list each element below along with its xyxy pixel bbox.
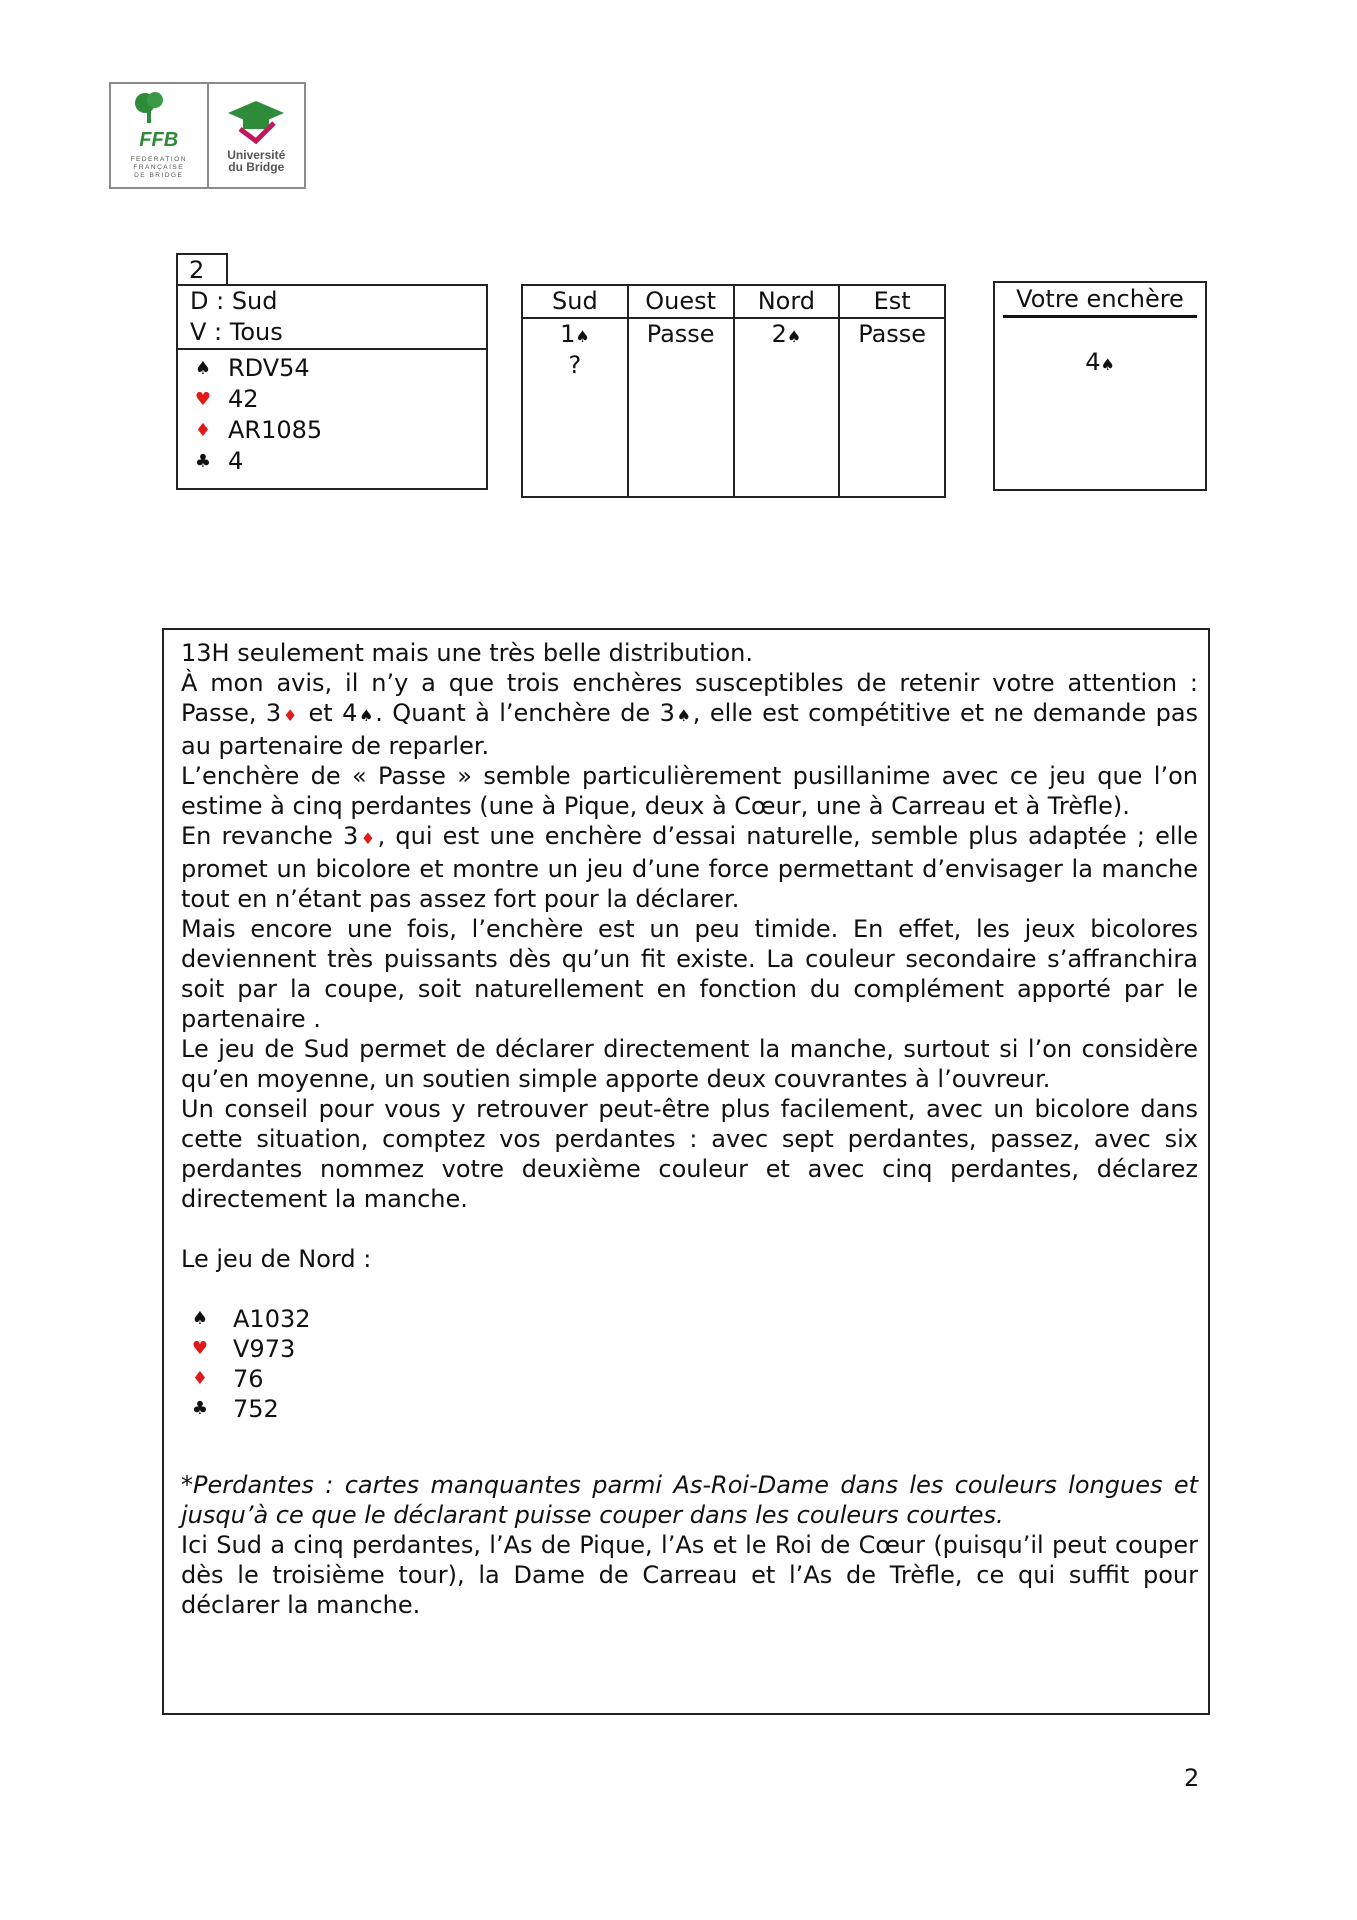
text: , qui est une enchère d’essai naturelle, semble plus adaptée ; elle promet un bicolore et montre un jeu d’une force permettant d’envisager la manche tout en n’étant pas assez fort pour la déclarer. bbox=[181, 822, 1198, 913]
deal-conditions bbox=[178, 286, 486, 350]
explanation-box bbox=[162, 628, 1210, 1715]
text: . Quant à l’enchère de 3 bbox=[375, 699, 675, 727]
text: À mon avis, il n’y a que trois enchères susceptibles de retenir votre attention : Passe, 3 bbox=[181, 669, 1198, 727]
deal-box bbox=[176, 284, 488, 490]
north-hand-row bbox=[181, 1364, 1198, 1394]
north-hand-row bbox=[181, 1334, 1198, 1364]
south-hand bbox=[178, 350, 486, 477]
bid-level: 4 bbox=[1085, 348, 1101, 376]
universite-text: Université du Bridge bbox=[227, 147, 286, 174]
paragraph: L’enchère de « Passe » semble particulièrement pusillanime avec ce jeu que l’on estime à cinq perdantes (une à Pique, deux à Cœur, une à Carreau et à Trèfle). bbox=[181, 762, 1198, 820]
vulnerability: V : Tous bbox=[190, 318, 283, 346]
logo bbox=[109, 82, 306, 189]
text: En revanche 3 bbox=[181, 822, 359, 850]
paragraph: Mais encore une fois, l’enchère est un peu timide. En effet, les jeux bicolores deviennent très puissants dès qu’un fit existe. La couleur secondaire s’affranchira soit par la coupe, soit naturellement en fonction du complément apporté par le partenaire . bbox=[181, 915, 1198, 1033]
bid-cell: Passe bbox=[858, 320, 927, 348]
spade-icon: ♠ bbox=[194, 358, 212, 379]
bid-level: 2 bbox=[771, 320, 787, 348]
page-number: 2 bbox=[1184, 1764, 1200, 1792]
north-title: Le jeu de Nord : bbox=[181, 1245, 372, 1273]
diamond-icon: ♦ bbox=[281, 706, 300, 725]
club-icon: ♣ bbox=[194, 451, 212, 472]
ffb-subtitle: FEDERATION FRANÇAISE DE BRIDGE bbox=[130, 156, 187, 179]
spade-icon: ♠ bbox=[786, 327, 802, 346]
heart-icon: ♥ bbox=[191, 1338, 209, 1359]
your-bid-value bbox=[995, 348, 1205, 376]
hand-row bbox=[178, 353, 486, 384]
hand-row bbox=[178, 384, 486, 415]
bid-column-nord bbox=[733, 286, 839, 496]
hand-row bbox=[178, 415, 486, 446]
bid-header: Ouest bbox=[629, 286, 733, 319]
north-hand-row bbox=[181, 1304, 1198, 1334]
paragraph: Le jeu de Sud permet de déclarer directement la manche, surtout si l’on considère qu’en moyenne, un soutien simple apporte deux couvrantes à l’ouvreur. bbox=[181, 1035, 1198, 1093]
bid-column-ouest bbox=[627, 286, 733, 496]
spade-icon: ♠ bbox=[357, 706, 376, 725]
cards: A1032 bbox=[233, 1305, 311, 1333]
divider bbox=[1003, 315, 1197, 318]
paragraph bbox=[181, 668, 1198, 761]
deal-number: 2 bbox=[176, 253, 228, 284]
cards: 76 bbox=[233, 1365, 264, 1393]
hand-row bbox=[178, 446, 486, 477]
diamond-icon: ♦ bbox=[358, 829, 378, 848]
your-bid-box bbox=[993, 281, 1207, 491]
bid-column-est bbox=[838, 286, 944, 496]
ffb-logo bbox=[111, 84, 207, 187]
cards: 4 bbox=[228, 447, 244, 475]
graduation-cap-icon bbox=[226, 99, 286, 145]
bid-header: Sud bbox=[523, 286, 627, 319]
paragraph bbox=[181, 821, 1198, 914]
spade-icon: ♠ bbox=[191, 1308, 209, 1329]
bid-header: Nord bbox=[735, 286, 839, 319]
spacer bbox=[181, 1424, 1198, 1454]
tree-icon bbox=[131, 91, 187, 125]
ffb-mark: FFB bbox=[139, 129, 179, 151]
bid-level: 1 bbox=[560, 320, 576, 348]
paragraph: Ici Sud a cinq perdantes, l’As de Pique, l’As et le Roi de Cœur (puisqu’il peut couper dès le troisième tour), la Dame de Carreau et l’As de Trèfle, ce qui suffit pour déclarer la manche. bbox=[181, 1531, 1198, 1619]
bid-header: Est bbox=[840, 286, 944, 319]
bid-cell bbox=[523, 319, 627, 350]
bid-cell: Passe bbox=[646, 320, 715, 348]
bidding-table bbox=[521, 284, 946, 498]
cards: AR1085 bbox=[228, 416, 323, 444]
cards: 752 bbox=[233, 1395, 279, 1423]
paragraph: 13H seulement mais une très belle distribution. bbox=[181, 639, 754, 667]
text: et 4 bbox=[299, 699, 358, 727]
club-icon: ♣ bbox=[191, 1398, 209, 1419]
cards: 42 bbox=[228, 385, 259, 413]
spade-icon: ♠ bbox=[674, 706, 693, 725]
paragraph: Un conseil pour vous y retrouver peut-être plus facilement, avec un bicolore dans cette situation, comptez vos perdantes : avec sept perdantes, passez, avec six perdantes nommez votre deuxième couleur et avec cinq perdantes, déclarez directement la manche. bbox=[181, 1095, 1198, 1213]
north-hand-row bbox=[181, 1394, 1198, 1424]
bid-cell bbox=[735, 319, 839, 350]
diamond-icon: ♦ bbox=[194, 420, 212, 441]
dealer: D : Sud bbox=[190, 287, 278, 315]
spade-icon: ♠ bbox=[1100, 355, 1115, 374]
your-bid-title: Votre enchère bbox=[1016, 285, 1184, 313]
bid-column-sud bbox=[523, 286, 627, 496]
spacer bbox=[181, 1214, 1198, 1244]
cards: V973 bbox=[233, 1335, 296, 1363]
text: , elle est compétitive et ne demande pas au partenaire de reparler. bbox=[181, 699, 1199, 760]
spade-icon: ♠ bbox=[575, 327, 590, 346]
footnote: *Perdantes : cartes manquantes parmi As-Roi-Dame dans les couleurs longues et jusqu’à ce que le déclarant puisse couper dans les couleurs courtes. bbox=[181, 1471, 1198, 1529]
heart-icon: ♥ bbox=[194, 389, 212, 410]
spacer bbox=[181, 1274, 1198, 1304]
diamond-icon: ♦ bbox=[191, 1368, 209, 1389]
spacer bbox=[181, 1454, 1198, 1470]
cards: RDV54 bbox=[228, 354, 310, 382]
universite-logo bbox=[207, 84, 305, 187]
bid-cell: ? bbox=[568, 351, 582, 379]
